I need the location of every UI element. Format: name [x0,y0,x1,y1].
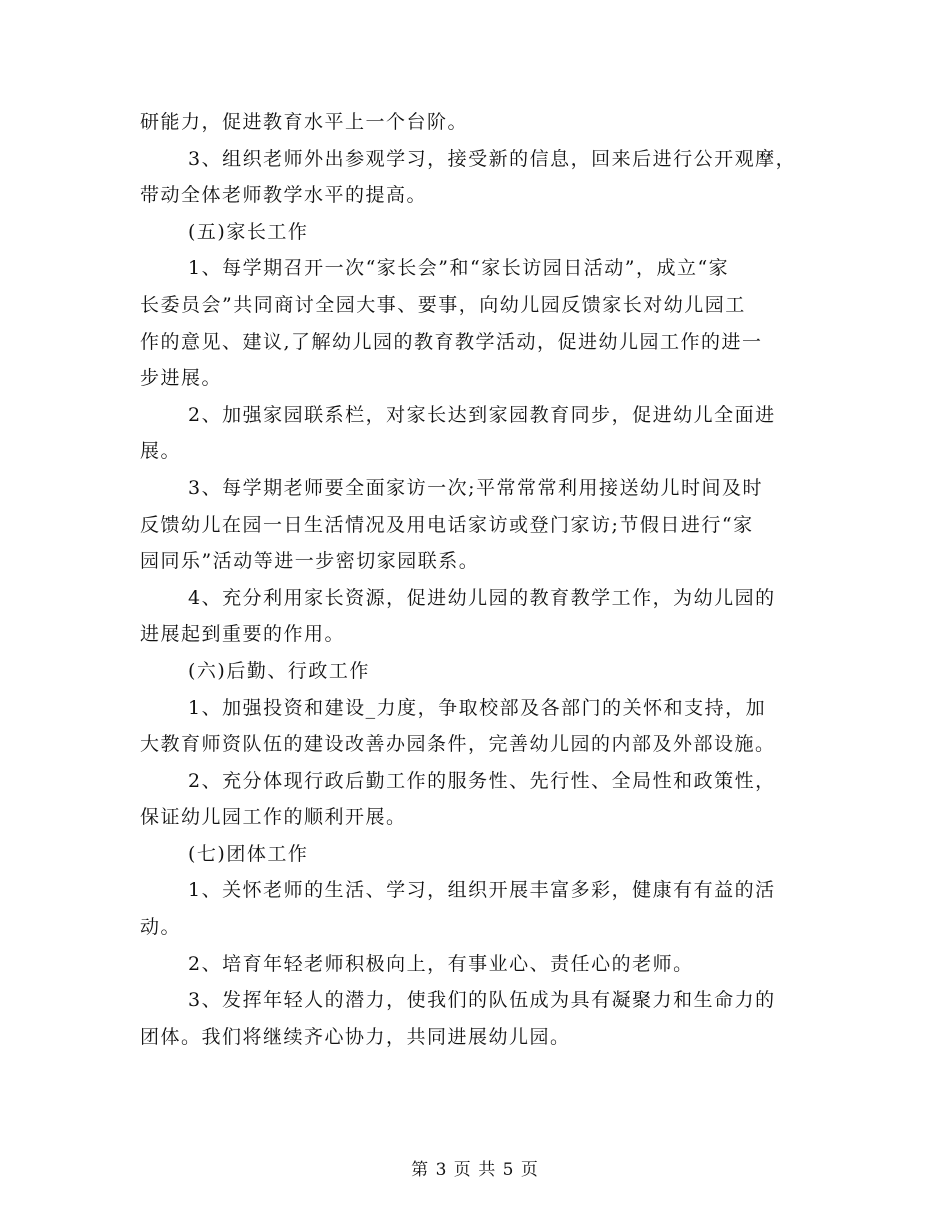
paragraph-line: 3、组织老师外出参观学习，接受新的信息，回来后进行公开观摩， [188,147,797,170]
paragraph-line: 园同乐”活动等进一步密切家园联系。 [140,550,480,573]
paragraph-line: 反馈幼儿在园一日生活情况及用电话家访或登门家访;节假日进行“家 [140,513,754,536]
paragraph-line: 大教育师资队伍的建设改善办园条件，完善幼儿园的内部及外部设施。 [140,733,776,756]
paragraph-line: 团体。我们将继续齐心协力，共同进展幼儿园。 [140,1025,571,1048]
paragraph-line: 2、充分体现行政后勤工作的服务性、先行性、全局性和政策性， [188,769,776,792]
paragraph-line: 研能力，促进教育水平上一个台阶。 [140,111,469,133]
paragraph-line: 3、发挥年轻人的潜力，使我们的队伍成为具有凝聚力和生命力的 [188,989,776,1012]
paragraph-line: 带动全体老师教学水平的提高。 [140,184,428,207]
paragraph-line: 2、加强家园联系栏，对家长达到家园教育同步，促进幼儿全面进 [188,403,776,426]
section-heading: (五)家长工作 [188,220,309,243]
paragraph-line: 保证幼儿园工作的顺利开展。 [140,806,407,829]
paragraph-line: 进展起到重要的作用。 [140,623,346,646]
section-heading: (七)团体工作 [188,842,309,865]
paragraph-line: 长委员会”共同商讨全园大事、要事，向幼儿园反馈家长对幼儿园工 [140,293,746,316]
paragraph-line: 展。 [140,440,182,463]
paragraph-line: 2、培育年轻老师积极向上，有事业心、责任心的老师。 [188,952,694,975]
paragraph-line: 作的意见、建议,了解幼儿园的教育教学活动，促进幼儿园工作的进一 [140,330,763,353]
paragraph-line: 3、每学期老师要全面家访一次;平常常常利用接送幼儿时间及时 [188,476,763,499]
paragraph-line: 1、加强投资和建设_力度，争取校部及各部门的关怀和支持，加 [188,696,767,719]
section-heading: (六)后勤、行政工作 [188,659,370,682]
page-number-footer: 第 3 页 共 5 页 [411,1160,539,1180]
paragraph-line: 步进展。 [140,367,223,390]
paragraph-line: 动。 [140,916,182,939]
paragraph-line: 4、充分利用家长资源，促进幼儿园的教育教学工作，为幼儿园的 [188,586,776,609]
document-body [140,104,812,1055]
paragraph-line: 1、关怀老师的生活、学习，组织开展丰富多彩，健康有有益的活 [188,879,776,902]
paragraph-line: 1、每学期召开一次“家长会”和“家长访园日活动”，成立“家 [188,257,730,280]
